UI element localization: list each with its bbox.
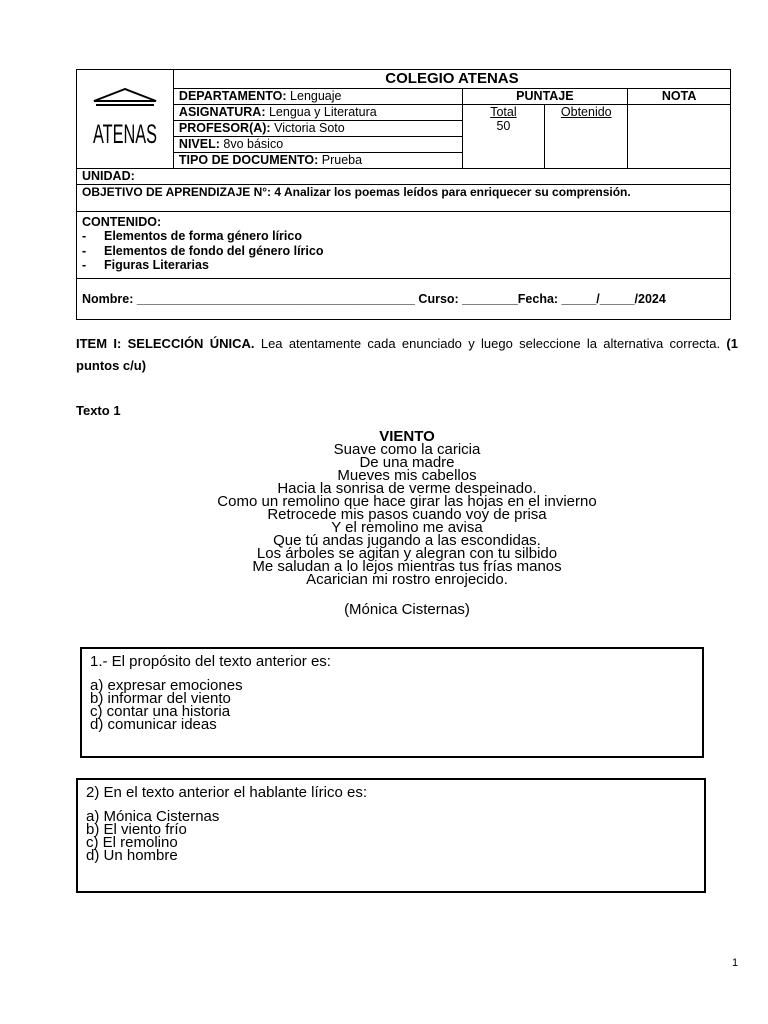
teacher-row: PROFESOR(A): Victoria Soto	[173, 121, 462, 137]
grade-cell	[628, 105, 731, 169]
option-b[interactable]: b) El viento frío	[86, 821, 187, 838]
poem-line: Como un remolino que hace girar las hojas en el invierno	[217, 493, 597, 510]
text-label: Texto 1	[76, 403, 121, 418]
unit-row: UNIDAD:	[77, 169, 731, 185]
option-d[interactable]: d) Un hombre	[86, 847, 178, 864]
poem-line: Los árboles se agitan y alegran con tu silbido	[256, 545, 558, 562]
poem-line: Me saludan a lo lejos mientras tus frías manos	[252, 558, 562, 575]
option-a[interactable]: a) Mónica Cisternas	[86, 808, 220, 825]
obtained-cell: Obtenido	[545, 105, 628, 169]
content-item: - Elementos de fondo del género lírico	[104, 244, 725, 259]
parthenon-logo-icon	[90, 85, 160, 151]
department-row: DEPARTAMENTO: Lenguaje	[173, 89, 462, 105]
content-item: - Figuras Literarias	[104, 258, 725, 273]
school-logo	[77, 70, 174, 169]
content-row	[77, 212, 731, 279]
poem	[76, 430, 738, 616]
objective-row: OBJETIVO DE APRENDIZAJE N°: 4 Analizar los poemas leídos para enriquecer su comprensión.	[77, 185, 731, 212]
poem-line: Acarician mi rostro enrojecido.	[306, 571, 508, 588]
poem-line: Que tú andas jugando a las escondidas.	[273, 532, 541, 549]
question-text: 2) En el texto anterior el hablante lírico es:	[86, 784, 367, 801]
question-text: 1.- El propósito del texto anterior es:	[90, 653, 331, 670]
page-number: 1	[732, 957, 739, 969]
option-a[interactable]: a) expresar emociones	[90, 677, 243, 694]
option-b[interactable]: b) informar del viento	[90, 690, 231, 707]
poem-line: Y el remolino me avisa	[331, 519, 483, 536]
header-table	[76, 69, 731, 320]
content-label: CONTENIDO:	[82, 215, 162, 229]
poem-title: VIENTO	[379, 428, 435, 445]
grade-heading: NOTA	[628, 89, 731, 105]
doc-type-row: TIPO DE DOCUMENTO: Prueba	[173, 153, 462, 169]
student-info-row: Nombre: ________________________________________ Curso: ________Fecha: _____/_____/2024	[77, 279, 731, 320]
option-d[interactable]: d) comunicar ideas	[90, 716, 217, 733]
score-heading: PUNTAJE	[462, 89, 628, 105]
question-1-box	[80, 647, 704, 758]
option-c[interactable]: c) El remolino	[86, 834, 178, 851]
level-row: NIVEL: 8vo básico	[173, 137, 462, 153]
poem-line: De una madre	[359, 454, 455, 471]
poem-author: (Mónica Cisternas)	[344, 601, 470, 618]
logo-text: ATENAS	[92, 118, 157, 149]
poem-line: Mueves mis cabellos	[337, 467, 477, 484]
content-item: - Elementos de forma género lírico	[104, 229, 725, 244]
item-instructions: ITEM I: SELECCIÓN ÚNICA. Lea atentamente cada enunciado y luego seleccione la alternativa correcta. (1 puntos c/u)	[76, 336, 738, 373]
school-name: COLEGIO ATENAS	[173, 70, 730, 89]
poem-line: Suave como la caricia	[333, 441, 481, 458]
poem-line: Hacia la sonrisa de verme despeinado.	[277, 480, 537, 497]
subject-row: ASIGNATURA: Lengua y Literatura	[173, 105, 462, 121]
total-cell: Total 50	[462, 105, 545, 169]
question-2-box	[76, 778, 706, 893]
poem-line: Retrocede mis pasos cuando voy de prisa	[267, 506, 547, 523]
option-c[interactable]: c) contar una historia	[90, 703, 231, 720]
content-list	[82, 229, 725, 273]
